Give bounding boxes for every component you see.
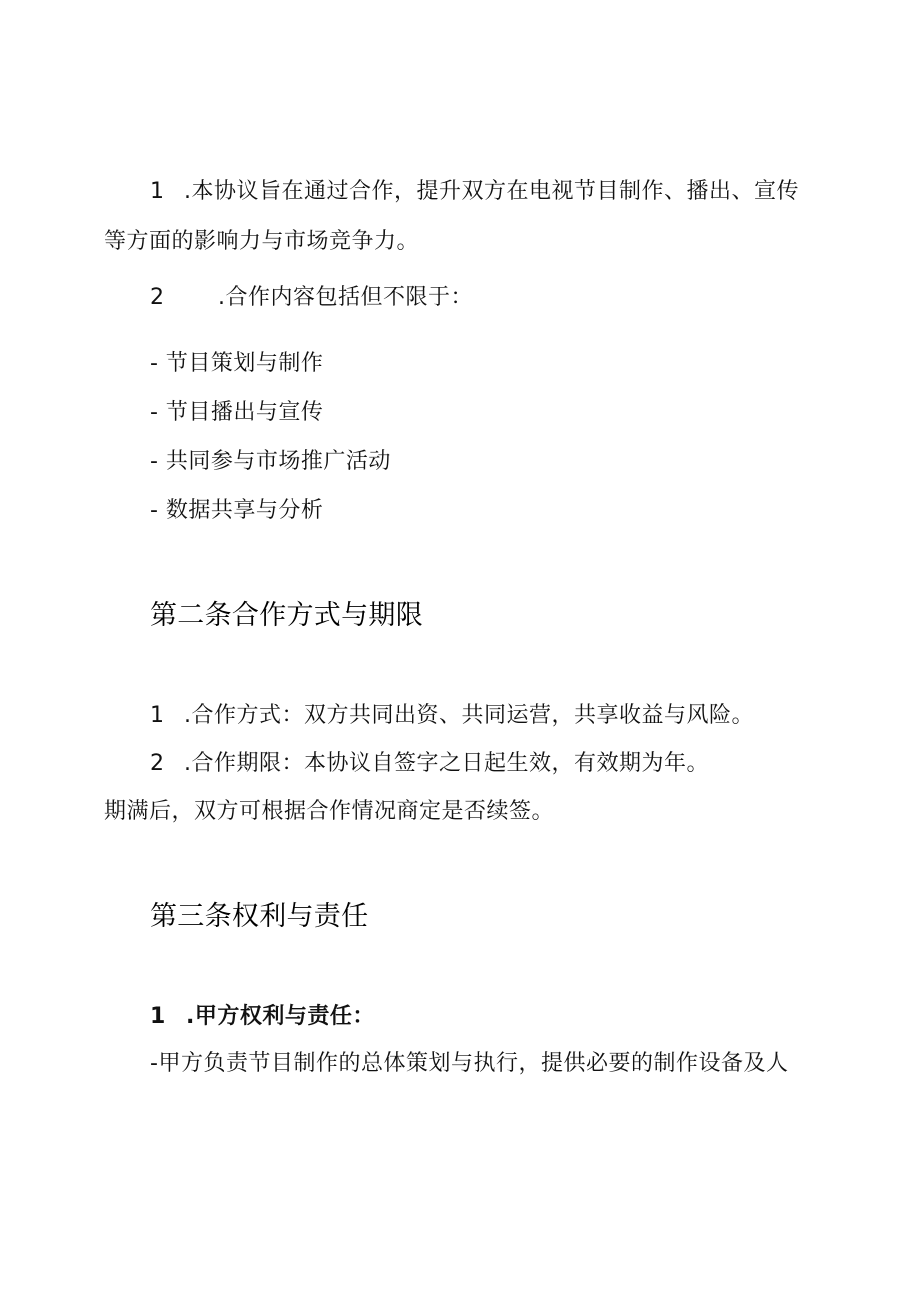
section-heading-clause-3: 第三条权利与责任: [150, 901, 369, 932]
clause-3-item-1-number: 1: [150, 1004, 166, 1029]
list-item: - 共同参与市场推广活动: [150, 449, 391, 474]
clause-1-item-1-line-1: [150, 177, 799, 207]
clause-1-item-1-text: .本协议旨在通过合作，提升双方在电视节目制作、播出、宣传: [184, 179, 799, 204]
clause-2-item-2-continuation: 期满后，双方可根据合作情况商定是否续签。: [104, 799, 555, 824]
clause-2-item-2-text: .合作期限：本协议自签字之日起生效，有效期为年。: [184, 751, 709, 776]
section-heading-clause-2: 第二条合作方式与期限: [150, 600, 423, 631]
clause-2-item-1-number: 1: [150, 703, 165, 728]
clause-2-item-2-number: 2: [150, 751, 165, 776]
clause-1-item-1-line-2: 等方面的影响力与市场竞争力。: [104, 229, 420, 254]
clause-3-item-1-detail: -甲方负责节目制作的总体策划与执行，提供必要的制作设备及人: [150, 1051, 789, 1076]
clause-3-item-1-text: .甲方权利与责任：: [185, 1004, 375, 1029]
list-item: - 数据共享与分析: [150, 498, 324, 523]
clause-2-item-2: [150, 749, 709, 779]
list-item: - 节目策划与制作: [150, 351, 324, 376]
clause-3-item-1: [150, 1002, 375, 1032]
clause-2-item-1: [150, 701, 754, 731]
clause-1-item-1-number: 1: [150, 179, 165, 204]
clause-2-item-1-text: .合作方式：双方共同出资、共同运营，共享收益与风险。: [184, 703, 754, 728]
clause-1-item-2: [150, 283, 473, 313]
clause-1-item-2-text: .合作内容包括但不限于：: [218, 285, 473, 310]
clause-1-item-2-number: 2: [150, 285, 165, 310]
list-item: - 节目播出与宣传: [150, 400, 324, 425]
